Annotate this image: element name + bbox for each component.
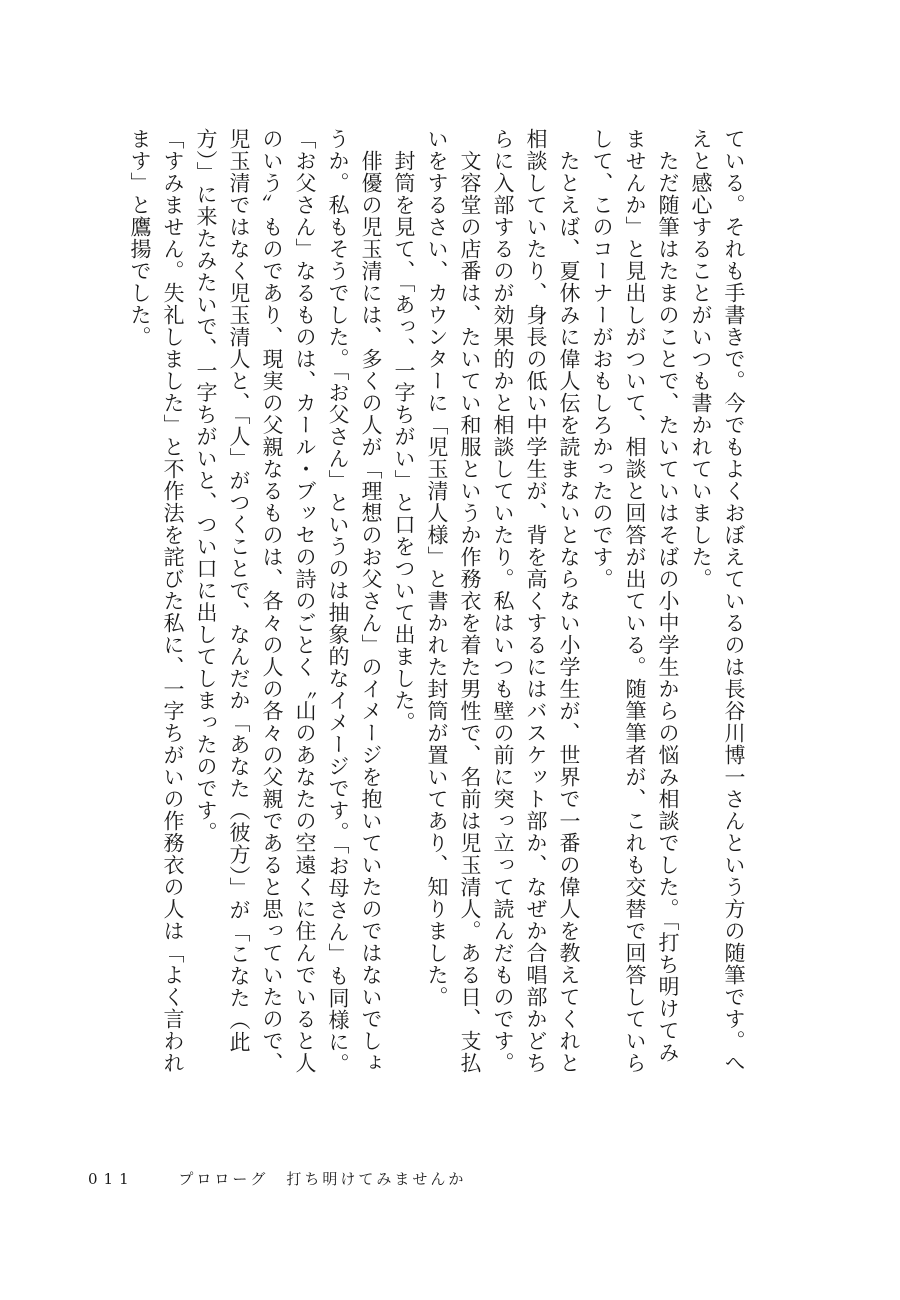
text-column: 俳優の児玉清には、多くの人が「理想のお父さん」のイメージを抱いていたのではないでしょ bbox=[359, 128, 383, 1074]
text-column: のいう〟ものであり、現実の父親なるものは、各々の人の各々の父親であると思っていたので、 bbox=[260, 128, 284, 1074]
text-column: うか。私もそうでした。「お父さん」というのは抽象的なイメージです。「お母さん」も同様に。 bbox=[326, 128, 350, 1075]
text-column: ただ随筆はたまのことで、たいていはそばの小中学生からの悩み相談でした。「打ち明けてみ bbox=[656, 128, 680, 1064]
text-column: ます」と鷹揚でした。 bbox=[128, 128, 152, 348]
text-column: いをするさい、カウンターに「児玉清人様」と書かれた封筒が置いてあり、知りました。 bbox=[425, 128, 449, 1008]
text-column: らに入部するのが効果的かと相談していたり。私はいつも壁の前に突っ立って読んだものです。 bbox=[491, 128, 515, 1074]
page-footer bbox=[88, 1168, 466, 1189]
text-column: えと感心することがいつも書かれていました。 bbox=[689, 128, 713, 590]
body-text bbox=[70, 128, 750, 1088]
text-column: 児玉清ではなく児玉清人と、「人」がつくことで、なんだか「あなた（彼方）」が「こなた（此 bbox=[227, 128, 251, 1053]
text-column: 「すみません。失礼しました」と不作法を詫びた私に、一字ちがいの作務衣の人は「よく言われ bbox=[161, 128, 185, 1074]
text-column: たとえば、夏休みに偉人伝を読まないとならない小学生が、世界で一番の偉人を教えてくれと bbox=[557, 128, 581, 1074]
running-title: プロローグ 打ち明けてみませんか bbox=[178, 1170, 467, 1188]
page-number: 011 bbox=[88, 1170, 135, 1188]
text-column: 相談していたり、身長の低い中学生が、背を高くするにはバスケット部か、なぜか合唱部かどち bbox=[524, 128, 548, 1074]
text-column: 文容堂の店番は、たいてい和服というか作務衣を着た男性で、名前は児玉清人。ある日、支払 bbox=[458, 128, 482, 1074]
text-column: 封筒を見て、「あっ、一字ちがい」と口をついて出ました。 bbox=[392, 128, 416, 734]
text-column: ている。それも手書きで。今でもよくおぼえているのは長谷川博一さんという方の随筆です。へ bbox=[722, 128, 746, 1074]
text-column: 方）」に来たみたいで、一字ちがいと、つい口に出してしまったのです。 bbox=[194, 128, 218, 844]
text-column: ませんか」と見出しがついて、相談と回答が出ている。随筆筆者が、これも交替で回答していら bbox=[623, 128, 647, 1074]
text-column: 「お父さん」なるものは、カール・ブッセの詩のごとく〝山のあなたの空遠くに住んでいると人 bbox=[293, 128, 317, 1074]
text-column: して、このコーナーがおもしろかったのです。 bbox=[590, 128, 614, 590]
